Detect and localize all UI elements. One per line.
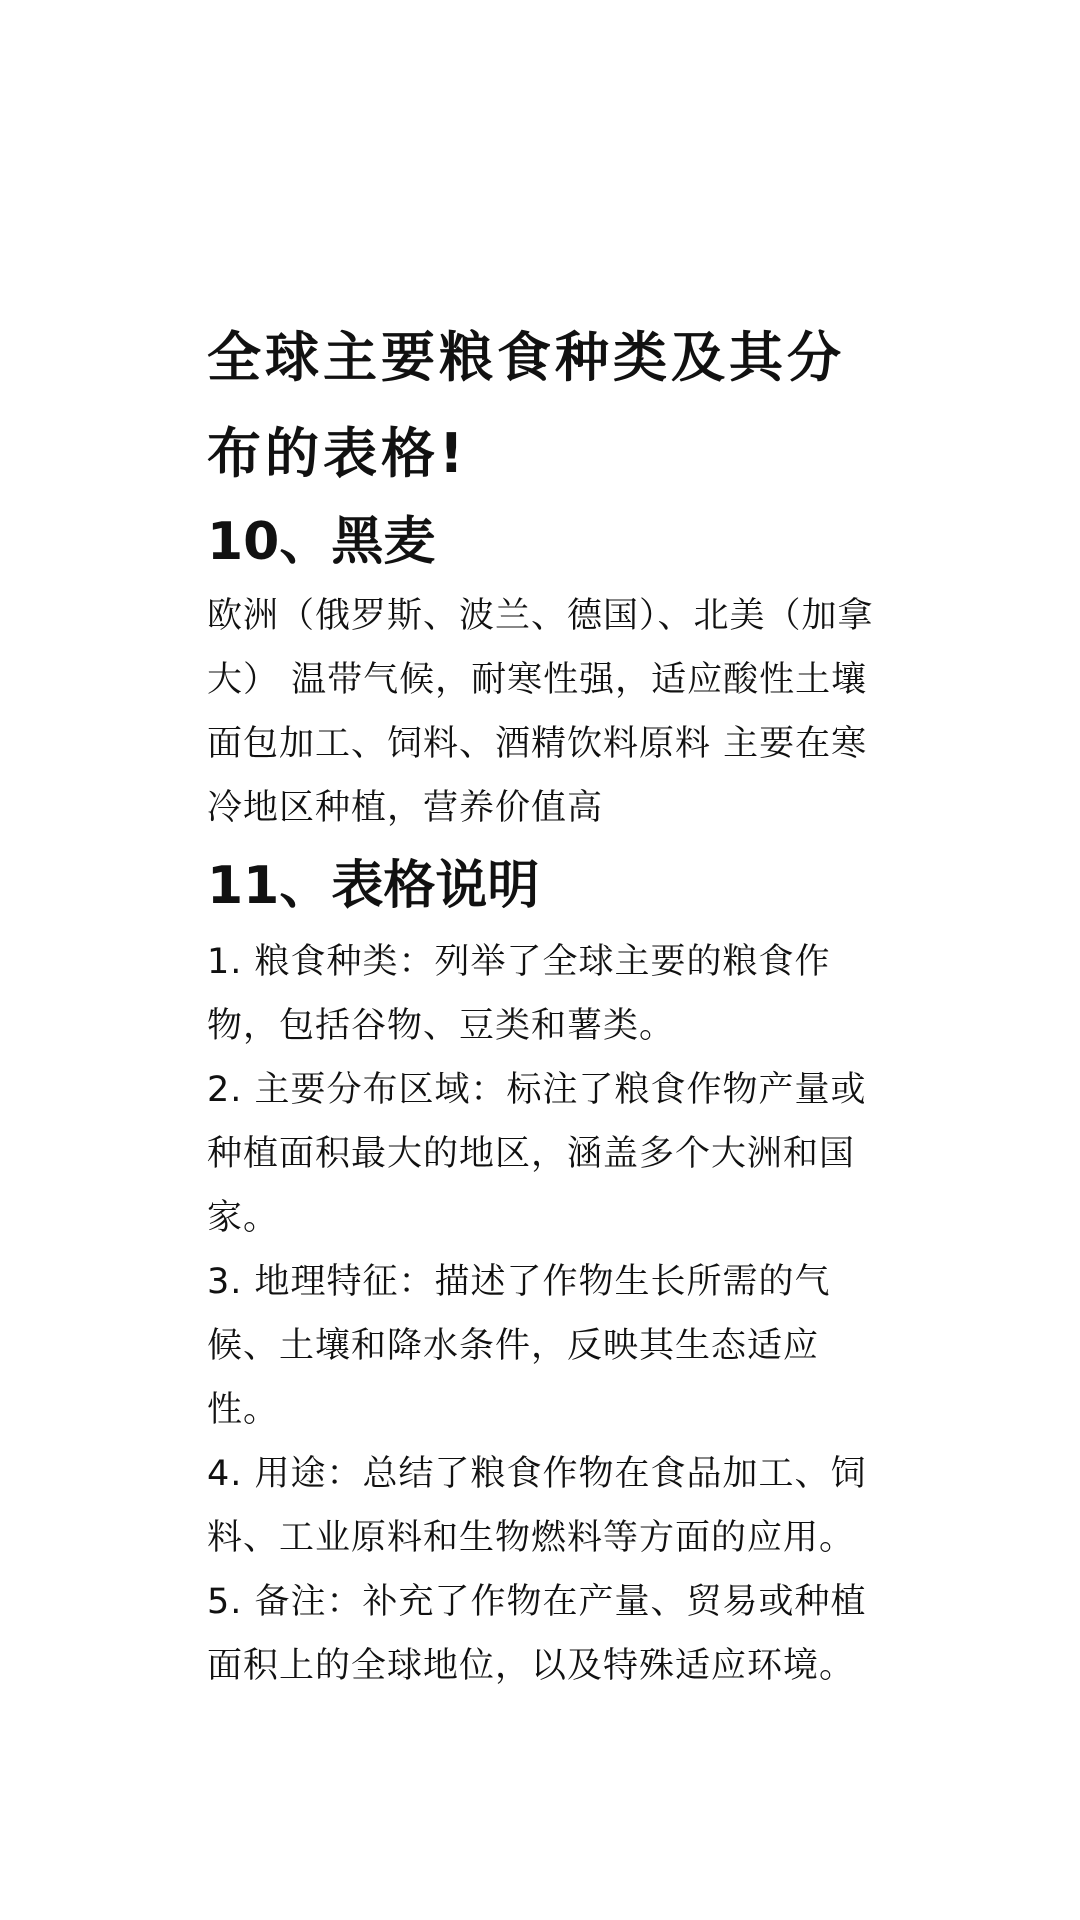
list-item: 3. 地理特征：描述了作物生长所需的气候、土壤和降水条件，反映其生态适应性。	[207, 1262, 831, 1430]
list-item: 5. 备注：补充了作物在产量、贸易或种植面积上的全球地位，以及特殊适应环境。	[207, 1582, 867, 1686]
article-body	[207, 310, 887, 1698]
rye-description: 欧洲（俄罗斯、波兰、德国）、北美（加拿大） 温带气候，耐寒性强，适应酸性土壤 面包加工、饲料、酒精饮料原料 主要在寒冷地区种植，营养价值高	[207, 596, 874, 828]
section-heading-rye: 10、黑麦	[207, 512, 436, 572]
list-item: 2. 主要分布区域：标注了粮食作物产量或种植面积最大的地区，涵盖多个大洲和国家。	[207, 1070, 867, 1238]
list-item: 1. 粮食种类：列举了全球主要的粮食作物，包括谷物、豆类和薯类。	[207, 942, 831, 1046]
page-title: 全球主要粮食种类及其分布的表格!	[207, 326, 845, 485]
section-heading-notes: 11、表格说明	[207, 856, 540, 916]
notes-list	[207, 930, 887, 1698]
list-item: 4. 用途：总结了粮食作物在食品加工、饲料、工业原料和生物燃料等方面的应用。	[207, 1454, 867, 1558]
